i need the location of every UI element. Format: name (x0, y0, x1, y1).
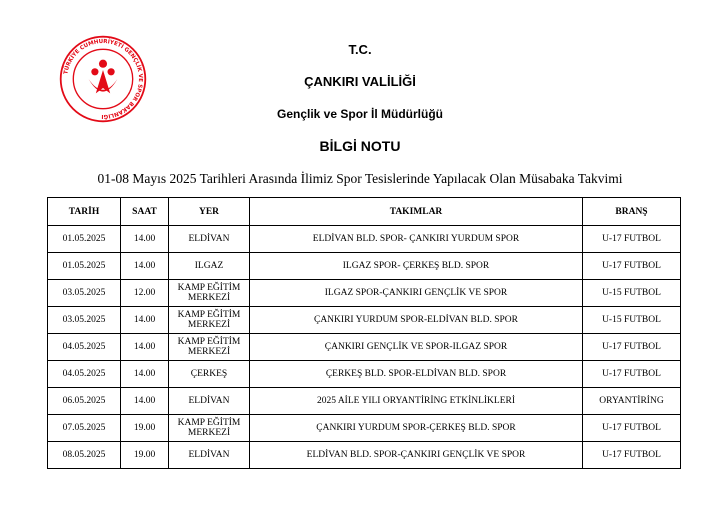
document-title: BİLGİ NOTU (319, 138, 401, 154)
time-cell: 12.00 (121, 280, 169, 307)
date-cell: 04.05.2025 (48, 361, 121, 388)
teams-cell: ILGAZ SPOR- ÇERKEŞ BLD. SPOR (250, 253, 583, 280)
venue-cell: ÇERKEŞ (169, 361, 250, 388)
venue-cell: KAMP EĞİTİM MERKEZİ (169, 334, 250, 361)
table-row (48, 361, 681, 388)
table-row (48, 334, 681, 361)
venue-cell: ILGAZ (169, 253, 250, 280)
table-row (48, 307, 681, 334)
svg-text:TÜRKİYE CUMHURİYETİ GENÇLİK VE: TÜRKİYE CUMHURİYETİ GENÇLİK VE SPOR BAKANLIĞI (63, 38, 144, 120)
column-header-date: TARİH (48, 198, 121, 226)
date-cell: 01.05.2025 (48, 253, 121, 280)
teams-cell: ELDİVAN BLD. SPOR- ÇANKIRI YURDUM SPOR (250, 226, 583, 253)
time-cell: 14.00 (121, 307, 169, 334)
teams-cell: 2025 AİLE YILI ORYANTİRİNG ETKİNLİKLERİ (250, 388, 583, 415)
time-cell: 14.00 (121, 226, 169, 253)
date-cell: 04.05.2025 (48, 334, 121, 361)
teams-cell: ÇANKIRI YURDUM SPOR-ELDİVAN BLD. SPOR (250, 307, 583, 334)
branch-cell: U-17 FUTBOL (583, 361, 681, 388)
branch-cell: U-17 FUTBOL (583, 415, 681, 442)
time-cell: 14.00 (121, 334, 169, 361)
date-cell: 06.05.2025 (48, 388, 121, 415)
branch-cell: U-17 FUTBOL (583, 253, 681, 280)
date-cell: 08.05.2025 (48, 442, 121, 469)
column-header-venue: YER (169, 198, 250, 226)
teams-cell: ILGAZ SPOR-ÇANKIRI GENÇLİK VE SPOR (250, 280, 583, 307)
time-cell: 19.00 (121, 442, 169, 469)
branch-cell: U-15 FUTBOL (583, 307, 681, 334)
schedule-subtitle: 01-08 Mayıs 2025 Tarihleri Arasında İlimiz Spor Tesislerinde Yapılacak Olan Müsabaka Takvimi (97, 171, 623, 186)
branch-cell: U-17 FUTBOL (583, 334, 681, 361)
table-header-row (48, 198, 681, 226)
venue-cell: KAMP EĞİTİM MERKEZİ (169, 307, 250, 334)
teams-cell: ELDİVAN BLD. SPOR-ÇANKIRI GENÇLİK VE SPOR (250, 442, 583, 469)
venue-cell: KAMP EĞİTİM MERKEZİ (169, 415, 250, 442)
time-cell: 14.00 (121, 388, 169, 415)
time-cell: 14.00 (121, 253, 169, 280)
header-tc: T.C. (348, 42, 372, 57)
column-header-time: SAAT (121, 198, 169, 226)
header-directorate: Gençlik ve Spor İl Müdürlüğü (276, 107, 444, 121)
teams-cell: ÇERKEŞ BLD. SPOR-ELDİVAN BLD. SPOR (250, 361, 583, 388)
table-row (48, 388, 681, 415)
table-row (48, 280, 681, 307)
table-row (48, 226, 681, 253)
column-header-branch: BRANŞ (583, 198, 681, 226)
venue-cell: KAMP EĞİTİM MERKEZİ (169, 280, 250, 307)
column-header-teams: TAKIMLAR (250, 198, 583, 226)
teams-cell: ÇANKIRI GENÇLİK VE SPOR-ILGAZ SPOR (250, 334, 583, 361)
time-cell: 19.00 (121, 415, 169, 442)
date-cell: 07.05.2025 (48, 415, 121, 442)
branch-cell: ORYANTİRİNG (583, 388, 681, 415)
date-cell: 03.05.2025 (48, 307, 121, 334)
branch-cell: U-17 FUTBOL (583, 226, 681, 253)
match-schedule-table (47, 197, 681, 469)
date-cell: 01.05.2025 (48, 226, 121, 253)
header-governorship: ÇANKIRI VALİLİĞİ (304, 74, 416, 89)
branch-cell: U-17 FUTBOL (583, 442, 681, 469)
branch-cell: U-15 FUTBOL (583, 280, 681, 307)
date-cell: 03.05.2025 (48, 280, 121, 307)
venue-cell: ELDİVAN (169, 442, 250, 469)
table-row (48, 253, 681, 280)
time-cell: 14.00 (121, 361, 169, 388)
teams-cell: ÇANKIRI YURDUM SPOR-ÇERKEŞ BLD. SPOR (250, 415, 583, 442)
venue-cell: ELDİVAN (169, 388, 250, 415)
table-row (48, 442, 681, 469)
venue-cell: ELDİVAN (169, 226, 250, 253)
table-row (48, 415, 681, 442)
